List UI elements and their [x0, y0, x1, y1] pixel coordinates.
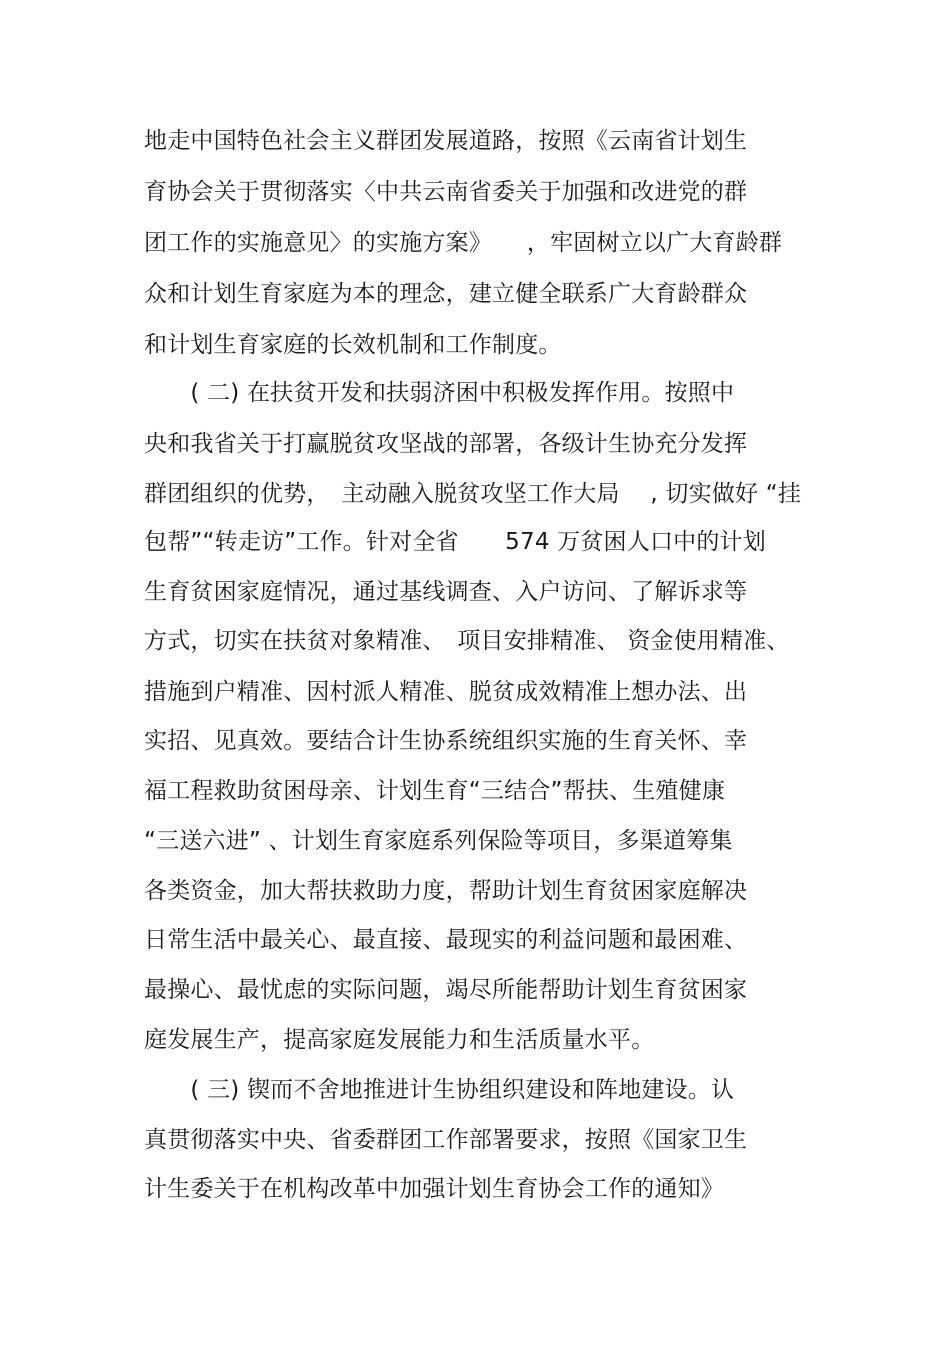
text-line: 和计划生育家庭的长效机制和工作制度。: [144, 332, 562, 358]
text-line: 各类资金，加大帮扶救助力度，帮助计划生育贫困家庭解决: [144, 878, 748, 904]
text-line: 央和我省关于打赢脱贫攻坚战的部署，各级计生协充分发挥: [144, 431, 748, 457]
text-line: 最操心、最忧虑的实际问题，竭尽所能帮助计划生育贫困家: [144, 977, 748, 1003]
text-line: 地走中国特色社会主义群团发展道路，按照《云南省计划生: [144, 128, 748, 154]
text-line: 日常生活中最关心、最直接、最现实的利益问题和最困难、: [144, 927, 748, 953]
text-line: 团工作的实施意见〉的实施方案》 ，牢固树立以广大育龄群: [144, 230, 783, 256]
text-line: 生育贫困家庭情况，通过基线调查、入户访问、了解诉求等: [144, 579, 748, 605]
text-line: 真贯彻落实中央、省委群团工作部署要求，按照《国家卫生: [144, 1127, 748, 1153]
text-line: 众和计划生育家庭为本的理念，建立健全联系广大育龄群众: [144, 281, 748, 307]
text-line: 措施到户精准、因村派人精准、脱贫成效精准上想办法、出: [144, 679, 748, 705]
text-line: ( 二) 在扶贫开发和扶弱济困中积极发挥作用。按照中: [144, 380, 735, 406]
text-line: 包帮”“转走访”工作。针对全省 574 万贫困人口中的计划: [144, 529, 766, 555]
text-line: “三送六进” 、计划生育家庭系列保险等项目，多渠道筹集: [144, 828, 733, 854]
text-line: 群团组织的优势， 主动融入脱贫攻坚工作大局 , 切实做好 “挂: [144, 481, 802, 507]
text-line: ( 三) 锲而不舍地推进计生协组织建设和阵地建设。认: [144, 1077, 735, 1103]
text-line: 庭发展生产，提高家庭发展能力和生活质量水平。: [144, 1027, 655, 1053]
text-line: 计生委关于在机构改革中加强计划生育协会工作的通知》: [144, 1176, 724, 1202]
text-line: 实招、见真效。要结合计生协系统组织实施的生育关怀、幸: [144, 728, 748, 754]
text-line: 福工程救助贫困母亲、计划生育“三结合”帮扶、生殖健康: [144, 778, 726, 804]
text-line: 育协会关于贯彻落实〈中共云南省委关于加强和改进党的群: [144, 179, 748, 205]
text-line: 方式，切实在扶贫对象精准、 项目安排精准、 资金使用精准、: [144, 628, 790, 654]
